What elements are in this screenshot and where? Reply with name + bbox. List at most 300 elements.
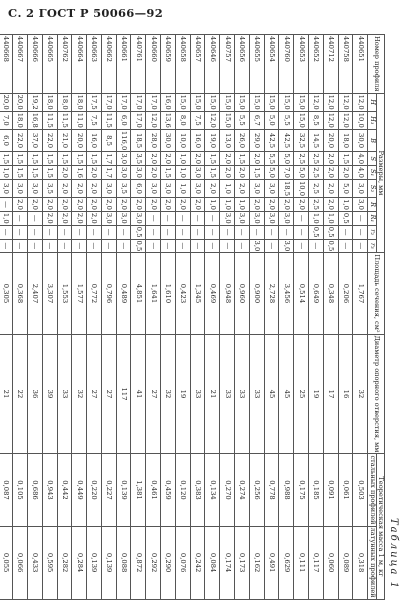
cell-mass-steel: 0,091	[323, 454, 338, 526]
cell-mass-steel: 0,778	[264, 454, 279, 526]
cell-area: 2,728	[264, 253, 279, 334]
cell-dim-h: 16,0	[161, 93, 176, 111]
cell-dim-h1: 17,0	[131, 111, 146, 129]
cell-dim-h: 15,0	[279, 93, 294, 111]
cell-dim-s: 1,5	[57, 152, 72, 166]
cell-area: 3,307	[42, 253, 57, 334]
header-dim-h: H	[368, 93, 376, 111]
cell-dim-h1: 7,5	[190, 111, 205, 129]
cell-dim-r: 1,0	[220, 198, 235, 212]
cell-dim-r1: 3,0	[116, 211, 131, 225]
cell-dim-r: 3,0	[353, 198, 368, 212]
cell-diameter: 22	[13, 334, 28, 454]
table-row	[131, 35, 146, 600]
cell-diameter: 33	[220, 334, 235, 454]
cell-dim-r2: —	[279, 225, 294, 239]
table-row	[175, 35, 190, 600]
cell-dim-b: 16,0	[87, 129, 102, 151]
cell-dim-h: 18,0	[57, 93, 72, 111]
table-row	[294, 35, 309, 600]
cell-dim-s2: 10,0	[294, 179, 309, 197]
cell-dim-s2: 3,0	[146, 179, 161, 197]
cell-area: 4,851	[131, 253, 146, 334]
cell-dim-r2: 0,5	[131, 225, 146, 239]
cell-dim-r: 1,0	[235, 198, 250, 212]
cell-mass-steel: 0,134	[205, 454, 220, 526]
cell-dim-s1: 2,0	[57, 166, 72, 180]
header-mass-brass: латунных профилей	[368, 527, 377, 598]
cell-mass-steel: 0,139	[116, 454, 131, 526]
cell-diameter: 27	[146, 334, 161, 454]
cell-dim-s: 1,5	[0, 152, 13, 166]
cell-area: 0,514	[294, 253, 309, 334]
cell-dim-h: 15,0	[220, 93, 235, 111]
cell-dim-s2: 1,0	[175, 179, 190, 197]
cell-diameter: 21	[205, 334, 220, 454]
cell-profile-number: 440665	[42, 35, 57, 94]
cell-profile-number: 440646	[205, 35, 220, 94]
cell-dim-s2: 3,0	[101, 179, 116, 197]
header-dim-s1: S₁	[368, 166, 376, 180]
cell-dim-r1: 3,0	[279, 211, 294, 225]
cell-dim-b: 32,5	[294, 129, 309, 151]
cell-dim-s2: 2,0	[72, 179, 87, 197]
cell-dim-b: 29,0	[249, 129, 264, 151]
cell-dim-s2: 3,0	[161, 179, 176, 197]
cell-dim-r2: 0,5	[309, 225, 324, 239]
cell-dim-b: 14,5	[309, 129, 324, 151]
cell-dim-r: 2,5	[309, 198, 324, 212]
cell-dim-b: 10,0	[175, 129, 190, 151]
cell-dim-h: 17,0	[101, 93, 116, 111]
cell-dim-b: 30,0	[353, 129, 368, 151]
cell-dim-h1: 16,8	[27, 111, 42, 129]
cell-dim-s: 2,0	[190, 152, 205, 166]
cell-dim-s1: 3,0	[131, 166, 146, 180]
cell-mass-brass: 0,318	[353, 526, 368, 599]
cell-dim-b: 22,0	[13, 129, 28, 151]
cell-dim-r3: —	[220, 239, 235, 253]
cell-dim-r2: 0,5	[323, 225, 338, 239]
cell-dim-r3: 3,0	[279, 239, 294, 253]
cell-diameter: 32	[161, 334, 176, 454]
cell-dim-b: 20,0	[72, 129, 87, 151]
cell-dim-s1: 2,0	[87, 166, 102, 180]
cell-dim-h1: 11,5	[57, 111, 72, 129]
table-row	[249, 35, 264, 600]
cell-profile-number: 440761	[131, 35, 146, 94]
cell-diameter: 32	[72, 334, 87, 454]
cell-dim-r: 2,0	[101, 198, 116, 212]
cell-diameter: 33	[235, 334, 250, 454]
cell-dim-r1: 3,0	[131, 211, 146, 225]
cell-area: 0,796	[101, 253, 116, 334]
cell-dim-s2: 3,5	[42, 179, 57, 197]
cell-profile-number: 440762	[57, 35, 72, 94]
cell-dim-r3: —	[0, 239, 13, 253]
cell-mass-brass: 0,117	[309, 526, 324, 599]
page-header: С. 2 ГОСТ Р 50066—92	[8, 6, 163, 20]
cell-area: 0,206	[338, 253, 353, 334]
cell-dim-r3: 0,5	[323, 239, 338, 253]
header-dim-h1: H₁	[368, 111, 376, 129]
cell-dim-r1: —	[190, 211, 205, 225]
cell-profile-number: 440657	[190, 35, 205, 94]
cell-dim-r1: 3,0	[235, 211, 250, 225]
cell-dim-s1: 1,5	[205, 166, 220, 180]
cell-dim-r: 2,0	[146, 198, 161, 212]
cell-dim-s: 1,5	[72, 152, 87, 166]
header-dim-r: R	[368, 198, 376, 212]
cell-dim-h: 15,0	[190, 93, 205, 111]
cell-dim-s1: 2,0	[146, 166, 161, 180]
cell-dim-s2: 2,5	[309, 179, 324, 197]
cell-mass-brass: 0,292	[146, 526, 161, 599]
cell-dim-r3: —	[353, 239, 368, 253]
rotated-table-wrapper	[1, 30, 401, 598]
cell-profile-number: 440758	[338, 35, 353, 94]
cell-dim-b: 30,0	[161, 129, 176, 151]
cell-dim-s2: 3,0	[0, 179, 13, 197]
cell-dim-h: 12,0	[338, 93, 353, 111]
cell-diameter: 27	[101, 334, 116, 454]
cell-dim-r1: —	[353, 211, 368, 225]
cell-diameter: 41	[131, 334, 146, 454]
cell-dim-s1: 1,0	[0, 166, 13, 180]
cell-dim-r1: 3,0	[264, 211, 279, 225]
cell-dim-r2: —	[353, 225, 368, 239]
cell-dim-s: 2,0	[249, 152, 264, 166]
header-dim-s: S	[368, 152, 376, 166]
table-row	[338, 35, 353, 600]
cell-dim-s2: 3,0	[249, 179, 264, 197]
cell-dim-b: 22,0	[42, 129, 57, 151]
cell-dim-s2: 5,0	[338, 179, 353, 197]
cell-diameter: 33	[190, 334, 205, 454]
cell-profile-number: 440651	[353, 35, 368, 94]
cell-dim-s: 1,5	[13, 152, 28, 166]
cell-diameter: 16	[338, 334, 353, 454]
cell-dim-r1: 2,0	[72, 211, 87, 225]
cell-mass-steel: 0,227	[101, 454, 116, 526]
cell-area: 1,345	[190, 253, 205, 334]
cell-dim-h: 15,0	[235, 93, 250, 111]
cell-dim-r3: —	[309, 239, 324, 253]
table-row	[279, 35, 294, 600]
cell-mass-brass: 0,066	[13, 526, 28, 599]
header-dimensions: Размеры, мм	[376, 93, 384, 253]
cell-mass-brass: 0,595	[42, 526, 57, 599]
cell-dim-h1: 6,0	[116, 111, 131, 129]
cell-dim-r2: —	[190, 225, 205, 239]
cell-dim-r3: —	[42, 239, 57, 253]
header-area: Площадь сечения, см²	[368, 253, 385, 334]
cell-dim-r: 2,0	[294, 198, 309, 212]
cell-dim-r2: —	[161, 225, 176, 239]
cell-dim-r1: 3,0	[220, 211, 235, 225]
cell-mass-steel: 0,449	[72, 454, 87, 526]
cell-dim-r2: —	[146, 225, 161, 239]
cell-mass-brass: 0,284	[72, 526, 87, 599]
cell-dim-s2: 6,0	[131, 179, 146, 197]
cell-dim-s2: 3,0	[13, 179, 28, 197]
cell-dim-h1: 5,5	[279, 111, 294, 129]
cell-dim-s1: 1,0	[175, 166, 190, 180]
cell-mass-steel: 0,175	[294, 454, 309, 526]
cell-dim-r3: —	[205, 239, 220, 253]
cell-dim-r2: —	[13, 225, 28, 239]
cell-dim-r1: 2,0	[87, 211, 102, 225]
table-row	[27, 35, 42, 600]
cell-dim-h: 19,2	[27, 93, 42, 111]
cell-dim-h1: 7,0	[0, 111, 13, 129]
cell-dim-r1: 1,0	[309, 211, 324, 225]
cell-profile-number: 440757	[220, 35, 235, 94]
cell-mass-brass: 0,174	[220, 526, 235, 599]
cell-mass-steel: 0,686	[27, 454, 42, 526]
cell-dim-s2: 2,0	[57, 179, 72, 197]
cell-diameter: 25	[294, 334, 309, 454]
cell-diameter: 36	[27, 334, 42, 454]
cell-area: 0,469	[205, 253, 220, 334]
cell-dim-h: 17,0	[131, 93, 146, 111]
cell-dim-h1: 6,7	[249, 111, 264, 129]
cell-dim-h1: 8,0	[175, 111, 190, 129]
cell-dim-b: 20,0	[323, 129, 338, 151]
cell-dim-s1: 1,5	[13, 166, 28, 180]
cell-dim-r3: —	[116, 239, 131, 253]
cell-diameter: 27	[87, 334, 102, 454]
table-body	[0, 35, 368, 600]
cell-profile-number: 440712	[323, 35, 338, 94]
cell-dim-r2: —	[87, 225, 102, 239]
cell-mass-steel: 0,442	[57, 454, 72, 526]
cell-dim-h: 17,0	[146, 93, 161, 111]
cell-dim-s: 2,0	[146, 152, 161, 166]
cell-dim-h: 12,0	[353, 93, 368, 111]
cell-dim-r: 1,0	[338, 198, 353, 212]
cell-dim-r2: —	[294, 225, 309, 239]
cell-dim-h: 20,0	[0, 93, 13, 111]
cell-dim-s: 4,0	[353, 152, 368, 166]
cell-mass-brass: 0,076	[175, 526, 190, 599]
cell-diameter: 33	[57, 334, 72, 454]
cell-dim-r1: 2,0	[57, 211, 72, 225]
cell-dim-s2: 2,0	[205, 179, 220, 197]
cell-area: 0,423	[175, 253, 190, 334]
cell-dim-b: 42,5	[279, 129, 294, 151]
table-row	[0, 35, 13, 600]
cell-area: 1,610	[161, 253, 176, 334]
cell-dim-s: 2,5	[309, 152, 324, 166]
cell-dim-r3: —	[161, 239, 176, 253]
cell-mass-brass: 0,139	[87, 526, 102, 599]
cell-mass-brass: 0,162	[249, 526, 264, 599]
cell-dim-h1: 10,0	[353, 111, 368, 129]
cell-dim-h: 15,0	[294, 93, 309, 111]
cell-dim-r2: —	[101, 225, 116, 239]
cell-profile-number: 440655	[249, 35, 264, 94]
cell-dim-r: 2,0	[279, 198, 294, 212]
cell-dim-b: 37,0	[27, 129, 42, 151]
cell-dim-r1: —	[13, 211, 28, 225]
header-dim-r1: R₁	[368, 211, 376, 225]
cell-mass-brass: 0,060	[323, 526, 338, 599]
cell-dim-r3: —	[175, 239, 190, 253]
cell-profile-number: 440666	[27, 35, 42, 94]
cell-dim-h1: 5,5	[235, 111, 250, 129]
cell-dim-s: 5,0	[279, 152, 294, 166]
cell-profile-number: 440667	[13, 35, 28, 94]
cell-mass-steel: 0,270	[220, 454, 235, 526]
cell-mass-steel: 0,383	[190, 454, 205, 526]
cell-dim-s: 3,0	[116, 152, 131, 166]
cell-dim-r2: —	[235, 225, 250, 239]
cell-dim-r2: —	[72, 225, 87, 239]
table-row	[235, 35, 250, 600]
cell-dim-s2: 18,5	[279, 179, 294, 197]
cell-dim-h1: 12,0	[338, 111, 353, 129]
cell-dim-s2: 2,0	[235, 179, 250, 197]
table-row	[42, 35, 57, 600]
cell-diameter: 117	[116, 334, 131, 454]
cell-mass-brass: 0,111	[294, 526, 309, 599]
cell-dim-s1: 5,0	[264, 166, 279, 180]
cell-mass-brass: 0,629	[279, 526, 294, 599]
table-row	[13, 35, 28, 600]
header-mass: Теоретическая масса 1 м, кг	[376, 454, 384, 599]
table-row	[101, 35, 116, 600]
cell-dim-b: 13,0	[220, 129, 235, 151]
cell-profile-number: 440661	[116, 35, 131, 94]
cell-dim-s2: 3,0	[190, 179, 205, 197]
cell-profile-number: 440653	[294, 35, 309, 94]
cell-profile-number: 440668	[0, 35, 13, 94]
cell-area: 0,348	[323, 253, 338, 334]
cell-area: 0,649	[309, 253, 324, 334]
cell-dim-h1: 11,0	[72, 111, 87, 129]
cell-mass-steel: 0,274	[235, 454, 250, 526]
cell-area: 0,948	[220, 253, 235, 334]
cell-diameter: 17	[323, 334, 338, 454]
cell-dim-s1: 1,7	[101, 166, 116, 180]
cell-dim-s1: 2,0	[338, 166, 353, 180]
cell-dim-b: 6,0	[0, 129, 13, 151]
cell-dim-s1: 2,5	[309, 166, 324, 180]
cell-dim-s1: 2,0	[220, 166, 235, 180]
cell-mass-steel: 0,943	[42, 454, 57, 526]
cell-mass-steel: 0,256	[249, 454, 264, 526]
cell-dim-h: 12,0	[323, 93, 338, 111]
cell-profile-number: 440656	[235, 35, 250, 94]
table-label: Таблица 1	[388, 517, 399, 590]
cell-dim-r: —	[0, 198, 13, 212]
cell-dim-s2: 3,0	[264, 179, 279, 197]
cell-dim-s1: 2,0	[323, 166, 338, 180]
cell-dim-s2: 3,0	[353, 179, 368, 197]
table-row	[57, 35, 72, 600]
cell-mass-steel: 0,220	[87, 454, 102, 526]
cell-dim-r2: —	[264, 225, 279, 239]
cell-area: 0,900	[249, 253, 264, 334]
cell-dim-b: 116,0	[116, 129, 131, 151]
cell-dim-h1: 15,0	[294, 111, 309, 129]
cell-dim-s: 1,5	[235, 152, 250, 166]
cell-dim-s: 2,0	[323, 152, 338, 166]
cell-mass-brass: 0,089	[338, 526, 353, 599]
cell-dim-r2: —	[0, 225, 13, 239]
cell-dim-s1: 4,0	[353, 166, 368, 180]
cell-dim-r3: —	[13, 239, 28, 253]
cell-dim-s1: 7,0	[279, 166, 294, 180]
cell-dim-b: 28,0	[146, 129, 161, 151]
cell-dim-r3: —	[235, 239, 250, 253]
cell-dim-s: 5,5	[264, 152, 279, 166]
header-dim-r3: r₃	[368, 239, 376, 253]
cell-dim-s: 1,5	[27, 152, 42, 166]
cell-dim-h: 15,0	[264, 93, 279, 111]
cell-dim-h: 15,0	[175, 93, 190, 111]
cell-dim-r: 2,0	[190, 198, 205, 212]
cell-mass-brass: 0,084	[205, 526, 220, 599]
cell-dim-s1: 1,5	[161, 166, 176, 180]
cell-dim-r2: —	[42, 225, 57, 239]
cell-dim-r: 2,0	[42, 198, 57, 212]
cell-dim-h1: 11,5	[101, 111, 116, 129]
cell-mass-steel: 1,381	[131, 454, 146, 526]
cell-dim-s1: 3,0	[190, 166, 205, 180]
cell-dim-s1: 3,0	[116, 166, 131, 180]
cell-dim-h1: 15,0	[220, 111, 235, 129]
cell-dim-r1: —	[146, 211, 161, 225]
cell-mass-brass: 0,242	[190, 526, 205, 599]
profiles-table	[0, 34, 385, 600]
table-row	[146, 35, 161, 600]
cell-dim-r1: —	[294, 211, 309, 225]
cell-mass-steel: 0,105	[13, 454, 28, 526]
cell-area: 1,553	[57, 253, 72, 334]
header-diameter: Диаметр опорного отверстия, мм	[368, 334, 385, 454]
cell-dim-r: 2,0	[249, 198, 264, 212]
cell-dim-b: 16,0	[190, 129, 205, 151]
header-mass-steel: стальных профилей	[368, 455, 377, 525]
cell-dim-h1: 12,0	[205, 111, 220, 129]
cell-dim-r: 1,0	[205, 198, 220, 212]
cell-area: 0,305	[0, 253, 13, 334]
table-row	[264, 35, 279, 600]
cell-dim-r1: —	[205, 211, 220, 225]
cell-area: 1,577	[72, 253, 87, 334]
cell-dim-r: 2,0	[161, 198, 176, 212]
cell-dim-b: 19,0	[205, 129, 220, 151]
cell-mass-steel: 0,185	[309, 454, 324, 526]
cell-dim-s: 1,5	[338, 152, 353, 166]
cell-mass-steel: 0,120	[175, 454, 190, 526]
cell-mass-steel: 0,087	[0, 454, 13, 526]
cell-dim-r2: —	[27, 225, 42, 239]
cell-dim-h: 17,0	[116, 93, 131, 111]
cell-dim-s1: 1,5	[249, 166, 264, 180]
cell-dim-r1: 0,5	[338, 211, 353, 225]
cell-dim-r3: —	[101, 239, 116, 253]
cell-dim-b: 18,0	[338, 129, 353, 151]
cell-dim-s1: 5,0	[294, 166, 309, 180]
cell-mass-steel: 0,061	[338, 454, 353, 526]
cell-dim-r2: —	[220, 225, 235, 239]
cell-mass-brass: 0,055	[0, 526, 13, 599]
cell-dim-r: 2,0	[116, 198, 131, 212]
table-row	[72, 35, 87, 600]
